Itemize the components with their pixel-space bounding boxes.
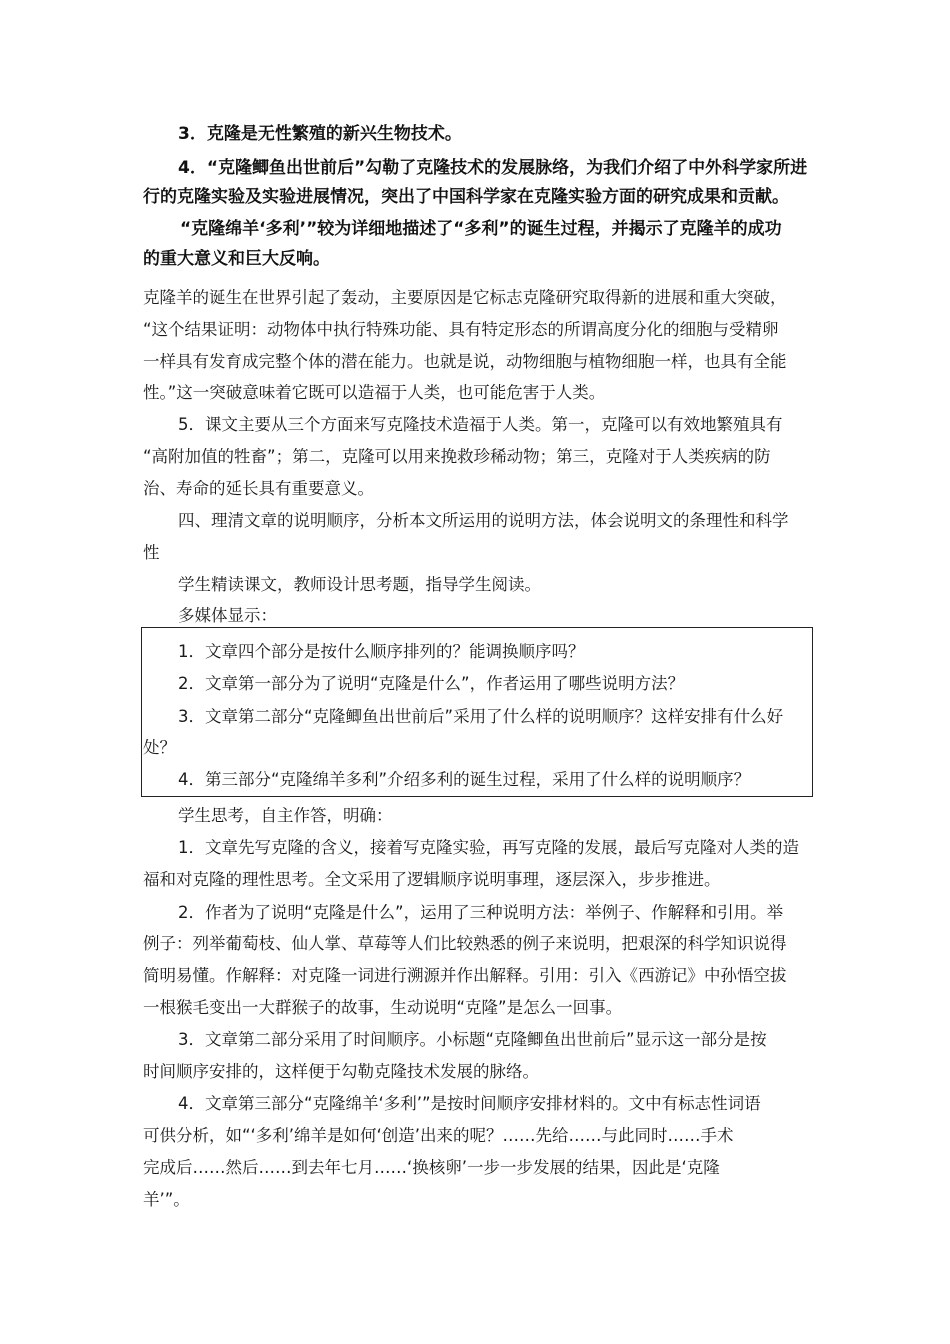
paragraph-line: 治、寿命的延长具有重要意义。: [143, 479, 374, 498]
paragraph-line: 性。”这一突破意味着它既可以造福于人类，也可能危害于人类。: [143, 383, 606, 402]
question-line: 处？: [143, 738, 176, 757]
paragraph-line: 4．“克隆鲫鱼出世前后”勾勒了克隆技术的发展脉络，为我们介绍了中外科学家所进: [178, 158, 808, 178]
paragraph-line: 1．文章先写克隆的含义，接着写克隆实验，再写克隆的发展，最后写克隆对人类的造: [178, 838, 799, 857]
paragraph-line: 福和对克隆的理性思考。全文采用了逻辑顺序说明事理，逐层深入，步步推进。: [143, 870, 721, 889]
paragraph-line: 例子：列举葡萄枝、仙人掌、草莓等人们比较熟悉的例子来说明，把艰深的科学知识说得: [143, 934, 787, 953]
paragraph-line: 多媒体显示：: [178, 606, 277, 625]
section-heading: 性: [143, 543, 160, 562]
paragraph-line: 完成后……然后……到去年七月……‘换核卵’一步一步发展的结果，因此是‘克隆: [143, 1158, 720, 1177]
paragraph-line: 5．课文主要从三个方面来写克隆技术造福于人类。第一，克隆可以有效地繁殖具有: [178, 415, 783, 434]
question-line: 3．文章第二部分“克隆鲫鱼出世前后”采用了什么样的说明顺序？这样安排有什么好: [178, 707, 784, 726]
paragraph-line: 克隆羊的诞生在世界引起了轰动，主要原因是它标志克隆研究取得新的进展和重大突破，: [143, 288, 787, 307]
section-heading: 四、理清文章的说明顺序，分析本文所运用的说明方法，体会说明文的条理性和科学: [178, 511, 789, 530]
paragraph-line: 4．文章第三部分“克隆绵羊‘多利’”是按时间顺序安排材料的。文中有标志性词语: [178, 1094, 761, 1113]
question-line: 4．第三部分“克隆绵羊多利”介绍多利的诞生过程，采用了什么样的说明顺序？: [178, 770, 751, 789]
paragraph-line: “高附加值的牲畜”；第二，克隆可以用来挽救珍稀动物；第三，克隆对于人类疾病的防: [143, 447, 771, 466]
question-line: 2．文章第一部分为了说明“克隆是什么”，作者运用了哪些说明方法？: [178, 674, 685, 693]
paragraph-line: 一样具有发育成完整个体的潜在能力。也就是说，动物细胞与植物细胞一样，也具有全能: [143, 352, 787, 371]
paragraph-line: 3．文章第二部分采用了时间顺序。小标题“克隆鲫鱼出世前后”显示这一部分是按: [178, 1030, 767, 1049]
paragraph-line: 可供分析，如“‘多利’绵羊是如何‘创造’出来的呢？……先给……与此同时……手术: [143, 1126, 734, 1145]
paragraph-line: 简明易懂。作解释：对克隆一词进行溯源并作出解释。引用：引入《西游记》中孙悟空拔: [143, 966, 787, 985]
paragraph-line: 时间顺序安排的，这样便于勾勒克隆技术发展的脉络。: [143, 1062, 539, 1081]
paragraph-line: 2．作者为了说明“克隆是什么”，运用了三种说明方法：举例子、作解释和引用。举: [178, 903, 784, 922]
paragraph-line: 行的克隆实验及实验进展情况，突出了中国科学家在克隆实验方面的研究成果和贡献。: [143, 187, 789, 207]
question-line: 1．文章四个部分是按什么顺序排列的？能调换顺序吗？: [178, 642, 585, 661]
paragraph-line: 学生精读课文，教师设计思考题，指导学生阅读。: [178, 575, 541, 594]
paragraph-line: 3．克隆是无性繁殖的新兴生物技术。: [178, 124, 462, 144]
paragraph-line: 的重大意义和巨大反响。: [143, 249, 330, 269]
paragraph-line: 羊’”。: [143, 1190, 190, 1209]
paragraph-line: “这个结果证明：动物体中执行特殊功能、具有特定形态的所谓高度分化的细胞与受精卵: [143, 320, 779, 339]
paragraph-line: “克隆绵羊‘多利’”较为详细地描述了“多利”的诞生过程，并揭示了克隆羊的成功: [180, 219, 782, 239]
paragraph-line: 学生思考，自主作答，明确：: [178, 806, 393, 825]
paragraph-line: 一根猴毛变出一大群猴子的故事，生动说明“克隆”是怎么一回事。: [143, 998, 623, 1017]
